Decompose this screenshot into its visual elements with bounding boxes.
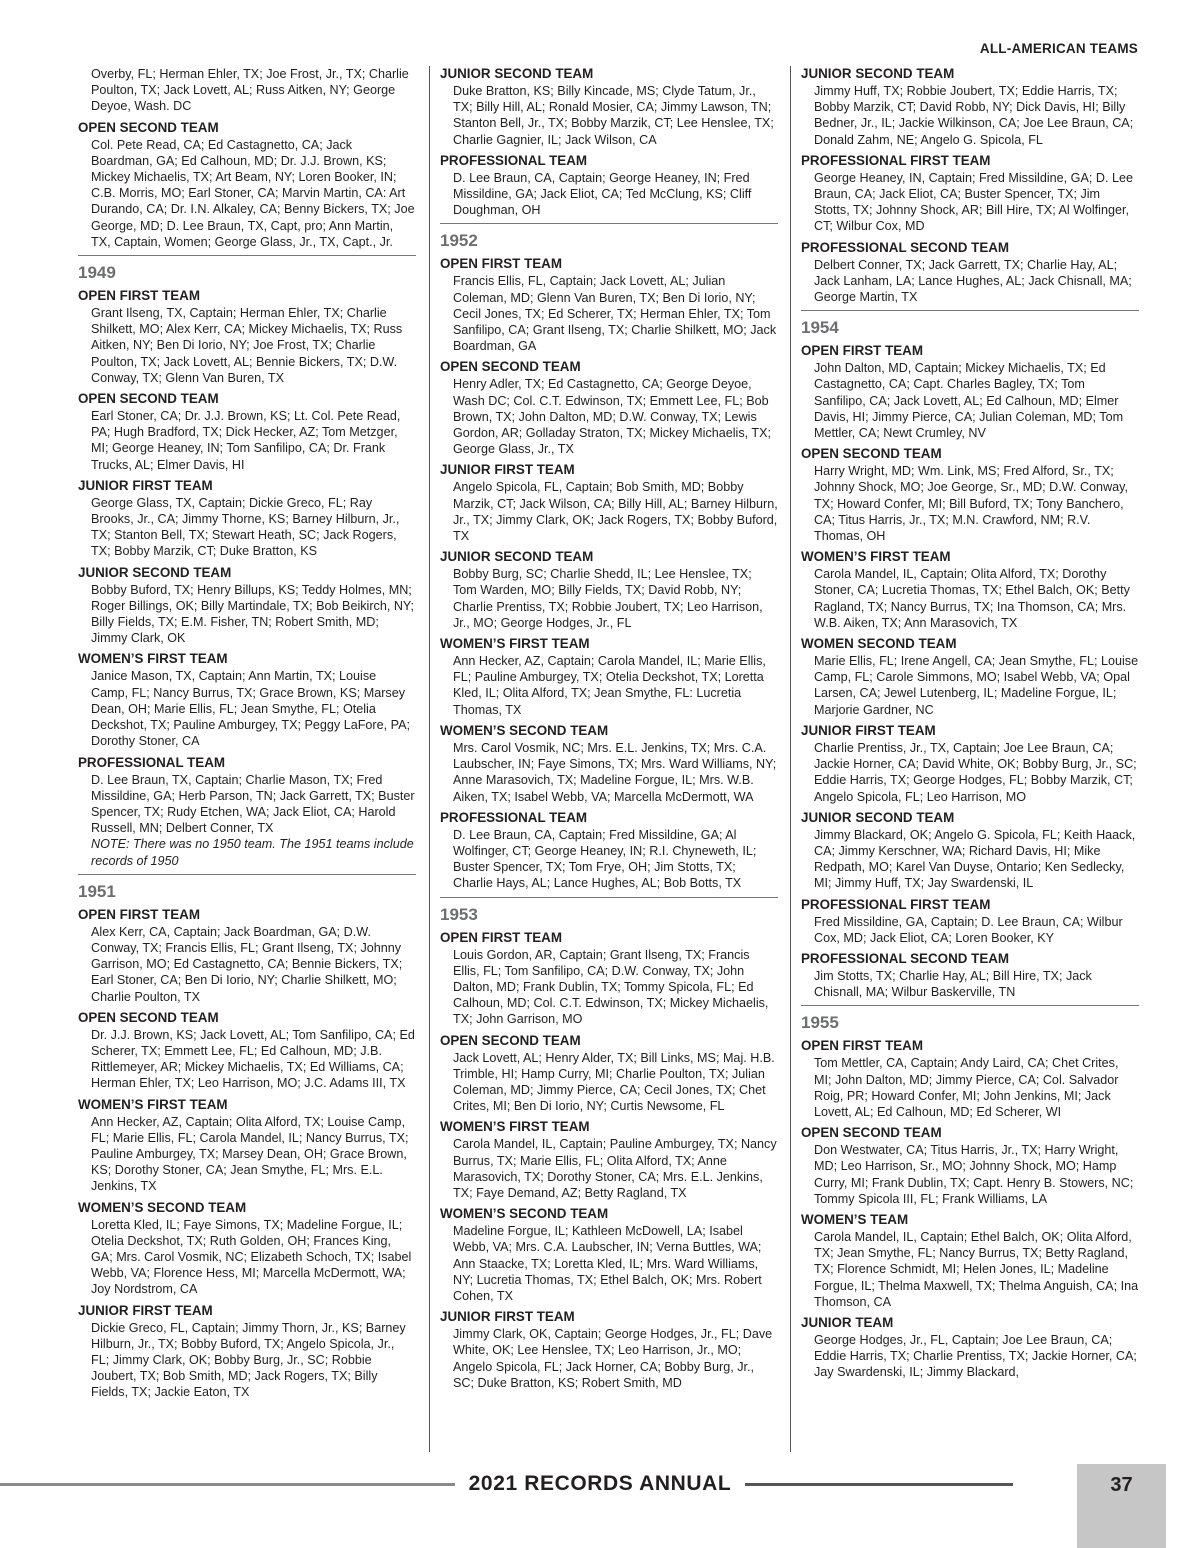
year-heading: 1955 (801, 1013, 839, 1033)
team-roster: Earl Stoner, CA; Dr. J.J. Brown, KS; Lt. Col. Pete Read, PA; Hugh Bradford, TX; Dick Hecker, AZ; Tom Metzger, MI; George Heaney, IN; Tom Sanfilipo, CA; Dr. Frank Trucks, AL; Elmer Davis, HI (91, 409, 401, 472)
team-heading: WOMEN’S FIRST TEAM (801, 549, 951, 565)
team-section (801, 1125, 1139, 1207)
team-roster: Tom Mettler, CA, Captain; Andy Laird, CA; Chet Crites, MI; John Dalton, MD; Jimmy Pierce, CA; Col. Salvador Roig, PR; Howard Confer, MI; John Jenkins, MI; Jack Lovett, AL; Ed Calhoun, MD; Ed Scherer, WI (814, 1056, 1119, 1119)
team-heading: OPEN FIRST TEAM (78, 906, 201, 922)
team-heading: JUNIOR FIRST TEAM (78, 1302, 213, 1318)
team-roster: Delbert Conner, TX; Jack Garrett, TX; Charlie Hay, AL; Jack Lanham, LA; Lance Hughes, AL; Jack Chisnall, MA; George Martin, TX (814, 257, 1132, 305)
team-roster: Alex Kerr, CA, Captain; Jack Boardman, GA; D.W. Conway, TX; Francis Ellis, FL; Grant Ilseng, TX; Johnny Garrison, MO; Ed Castagnetto, CA; Bennie Bickers, TX; Earl Stoner, CA; Ben Di Iorio, NY; Charlie Shilkett, MO; Charlie Poulton, TX (91, 924, 403, 1004)
team-section (440, 810, 778, 892)
team-heading: OPEN SECOND TEAM (440, 1032, 581, 1048)
team-section (801, 897, 1139, 946)
team-section (78, 1097, 416, 1195)
team-heading: WOMEN’S FIRST TEAM (78, 1096, 228, 1112)
team-roster: Harry Wright, MD; Wm. Link, MS; Fred Alford, Sr., TX; Johnny Shock, MO; Joe George, Sr., MD; D.W. Conway, TX; Howard Confer, MI; Bill Buford, TX; Tony Banchero, CA; Titus Harris, Jr., TX; M.N. Crawford, NM; R.V. Thomas, OH (814, 464, 1129, 544)
team-heading: JUNIOR FIRST TEAM (801, 722, 936, 738)
page-number: 37 (1110, 1474, 1133, 1496)
team-heading: PROFESSIONAL TEAM (440, 809, 588, 825)
page-number-box (1077, 1464, 1166, 1548)
note-text: NOTE: There was no 1950 team. The 1951 teams include records of 1950 (91, 837, 414, 868)
footer-rule-right (745, 1483, 1013, 1486)
team-section (801, 810, 1139, 892)
team-heading: OPEN SECOND TEAM (78, 1009, 219, 1025)
team-heading: PROFESSIONAL SECOND TEAM (801, 239, 1010, 255)
team-roster: Angelo Spicola, FL, Captain; Bob Smith, MD; Bobby Marzik, CT; Jack Wilson, CA; Billy Hill, AL; Barney Hilburn, Jr., TX; Jimmy Clark, OK; Jack Rogers, TX; Bobby Buford, TX (453, 480, 778, 544)
team-roster: Dickie Greco, FL, Captain; Jimmy Thorn, Jr., KS; Barney Hilburn, Jr., TX; Bobby Buford, TX; Angelo Spicola, Jr., FL; Jimmy Clark, OK; Bobby Burg, Jr., SC; Robbie Joubert, TX; Bob Smith, MD; Jack Rogers, TX; Billy Fields, TX; Jackie Eaton, TX (91, 1320, 406, 1400)
team-roster: Charlie Prentiss, Jr., TX, Captain; Joe Lee Braun, CA; Jackie Horner, CA; David White, OK; Bobby Burg, Jr., SC; Eddie Harris, TX; George Hodges, FL; Bobby Marzik, CT; Angelo Spicola, FL; Leo Harrison, MO (814, 740, 1137, 804)
team-heading: WOMEN’S FIRST TEAM (440, 636, 590, 652)
team-heading: JUNIOR SECOND TEAM (78, 564, 232, 580)
team-section (440, 723, 778, 805)
team-section (78, 565, 416, 647)
year-section (801, 310, 1139, 339)
team-section (78, 907, 416, 1005)
year-heading: 1954 (801, 318, 839, 338)
team-heading: PROFESSIONAL TEAM (440, 152, 588, 168)
team-heading: PROFESSIONAL SECOND TEAM (801, 950, 1010, 966)
column-2 (440, 66, 778, 1396)
team-roster: D. Lee Braun, CA, Captain; Fred Missildine, GA; Al Wolfinger, CT; George Heaney, IN; R.I. Chyneweth, IL; Buster Spencer, TX; Tom Frye, OH; Jim Stotts, TX; Charlie Hays, AL; Lance Hughes, AL; Bob Botts, TX (453, 827, 757, 891)
team-heading: PROFESSIONAL FIRST TEAM (801, 152, 991, 168)
team-heading: JUNIOR FIRST TEAM (78, 477, 213, 493)
team-heading: WOMEN’S SECOND TEAM (440, 722, 609, 738)
team-roster: Henry Adler, TX; Ed Castagnetto, CA; George Deyoe, Wash DC; Col. C.T. Edwinson, TX; Emmett Lee, FL; Bob Brown, TX; John Dalton, MD; D.W. Conway, TX; Lewis Gordon, AR; Golladay Straton, TX; Mickey Michaelis, TX; George Glass, Jr., TX (453, 377, 772, 457)
year-heading: 1951 (78, 881, 116, 901)
team-roster: Carola Mandel, IL, Captain; Ethel Balch, OK; Olita Alford, TX; Jean Smythe, FL; Nancy Burrus, TX; Betty Ragland, TX; Florence Schmidt, MI; Helen Jones, IL; Madeline Forgue, IL; Thelma Maxwell, TX; Thelma Anguish, CA; Ina Thomson, CA (814, 1229, 1139, 1309)
team-heading: PROFESSIONAL TEAM (78, 754, 226, 770)
team-section (801, 240, 1139, 306)
team-section (801, 723, 1139, 805)
team-roster: Fred Missildine, GA, Captain; D. Lee Braun, CA; Wilbur Cox, MD; Jack Eliot, CA; Loren Booker, KY (814, 914, 1123, 945)
team-roster: Overby, FL; Herman Ehler, TX; Joe Frost, Jr., TX; Charlie Poulton, TX; Jack Lovett, AL; Russ Aitken, NY; George Deyoe, Wash. DC (91, 67, 409, 114)
team-roster: D. Lee Braun, TX, Captain; Charlie Mason, TX; Fred Missildine, GA; Herb Parson, TN; Jack Garrett, TX; Buster Spencer, TX; Rudy Etchen, WA; Jack Eliot, CA; Harold Russell, MN; Delbert Conner, TX (91, 772, 415, 836)
team-roster: Col. Pete Read, CA; Ed Castagnetto, CA; Jack Boardman, GA; Ed Calhoun, MD; Dr. J.J. Brown, KS; Mickey Michaelis, TX; Art Beam, NY; Loren Booker, IN; C.B. Morris, MO; Earl Stoner, CA; Marvin Martin, CA: Art Durando, CA; Dr. I.N. Alkaley, CA; Benny Bickers, TX; Joe George, MD; D. Lee Braun, TX, Capt, pro; Ann Martin, TX, Captain, Women; George Glass, Jr., TX, Capt., Jr. (91, 137, 415, 249)
team-section (801, 1212, 1139, 1310)
team-roster: Jimmy Blackard, OK; Angelo G. Spicola, FL; Keith Haack, CA; Jimmy Kerschner, WA; Richard Davis, HI; Mike Redpath, MO; Karel Van Duyse, Ontario; Ken Sedlecky, MI; Jimmy Huff, TX; Jay Swardenski, IL (814, 827, 1136, 891)
team-heading: JUNIOR FIRST TEAM (440, 462, 575, 478)
footer-title: 2021 RECORDS ANNUAL (468, 1472, 732, 1495)
team-roster: Louis Gordon, AR, Captain; Grant Ilseng, TX; Francis Ellis, FL; Tom Sanfilipo, CA; D.W. Conway, TX; John Dalton, MD; Frank Dublin, TX; Tommy Spicola, FL; Ed Calhoun, MD; Col. C.T. Edwinson, TX; Mickey Michaelis, TX; John Garrison, MO (453, 947, 769, 1027)
team-roster: Janice Mason, TX, Captain; Ann Martin, TX; Louise Camp, FL; Nancy Burrus, TX; Grace Brown, KS; Marsey Dean, OH; Marie Ellis, FL; Jean Smythe, FL; Otelia Deckshot, TX; Pauline Amburgey, TX; Peggy LaFore, PA; Dorothy Stoner, CA (91, 669, 410, 749)
team-roster: Jim Stotts, TX; Charlie Hay, AL; Bill Hire, TX; Jack Chisnall, MA; Wilbur Baskerville, TN (814, 968, 1092, 1000)
team-roster: Loretta Kled, IL; Faye Simons, TX; Madeline Forgue, IL; Otelia Deckshot, TX; Ruth Golden, OH; Frances King, GA; Mrs. Carol Vosmik, NC; Elizabeth Schoch, TX; Isabel Webb, VA; Florence Hess, MI; Marcella McDermott, WA; Joy Nordstrom, CA (91, 1217, 412, 1297)
year-section (78, 255, 416, 284)
running-head: ALL-AMERICAN TEAMS (979, 41, 1138, 56)
team-roster: Jimmy Huff, TX; Robbie Joubert, TX; Eddie Harris, TX; Bobby Marzik, CT; David Robb, NY; Dick Davis, HI; Billy Bedner, Jr., IL; Jackie Wilkinson, CA; Joe Lee Braun, CA; Donald Zahm, NE; Angelo G. Spicola, FL (814, 84, 1134, 147)
team-heading: JUNIOR SECOND TEAM (440, 66, 594, 81)
team-section (801, 66, 1139, 148)
team-roster: Mrs. Carol Vosmik, NC; Mrs. E.L. Jenkins, TX; Mrs. C.A. Laubscher, IN; Faye Simons, TX; Mrs. Ward Williams, NY; Anne Marasovich, TX; Madeline Forgue, IL; Mrs. W.B. Aiken, TX; Isabel Webb, VA; Marcella McDermott, WA (453, 740, 777, 804)
team-heading: WOMEN’S SECOND TEAM (440, 1206, 609, 1222)
team-section (78, 391, 416, 473)
year-heading: 1952 (440, 231, 478, 251)
team-section (440, 1206, 778, 1304)
team-roster: Francis Ellis, FL, Captain; Jack Lovett, AL; Julian Coleman, MD; Glenn Van Buren, TX; Ben Di Iorio, NY; Cecil Jones, TX; Ed Scherer, TX; Herman Ehler, TX; Tom Sanfilipo, CA; Grant Ilseng, TX; Charlie Shilkett, MO; Jack Boardman, GA (453, 274, 777, 354)
column-divider (790, 66, 791, 1452)
team-heading: JUNIOR FIRST TEAM (440, 1309, 575, 1325)
team-roster: George Hodges, Jr., FL, Captain; Joe Lee Braun, CA; Eddie Harris, TX; Charlie Prentiss, TX; Jackie Horner, CA; Jay Swardenski, IL; Jimmy Blackard, (814, 1332, 1137, 1380)
column-3 (801, 66, 1139, 1386)
team-roster: Jack Lovett, AL; Henry Alder, TX; Bill Links, MS; Maj. H.B. Trimble, HI; Hamp Curry, MI; Charlie Poulton, TX; Julian Coleman, MD; Jimmy Pierce, CA; Cecil Jones, TX; Chet Crites, MI; Ben Di Iorio, NY; Curtis Newsome, FL (453, 1050, 775, 1114)
team-section (78, 1010, 416, 1092)
year-heading: 1949 (78, 263, 116, 283)
year-section (801, 1005, 1139, 1034)
team-section (801, 549, 1139, 631)
team-roster: Dr. J.J. Brown, KS; Jack Lovett, AL; Tom Sanfilipo, CA; Ed Scherer, TX; Emmett Lee, FL; Ed Calhoun, MD; J.B. Rittlemeyer, AR; Mickey Michaelis, TX; Ed Williams, CA; Herman Ehler, TX; Leo Harrison, MO; J.C. Adams III, TX (91, 1027, 415, 1091)
team-heading: OPEN FIRST TEAM (801, 343, 924, 359)
team-roster: D. Lee Braun, CA, Captain; George Heaney, IN; Fred Missildine, GA; Jack Eliot, CA; Ted McClung, KS; Cliff Doughman, OH (453, 170, 752, 218)
column-divider (429, 66, 430, 1452)
team-roster: Grant Ilseng, TX, Captain; Herman Ehler, TX; Charlie Shilkett, MO; Alex Kerr, CA; Mickey Michaelis, TX; Russ Aitken, NY; Ben Di Iorio, NY; Joe Frost, TX; Charlie Poulton, TX; Jack Lovett, AL; Bennie Bickers, TX; D.W. Conway, TX; Glenn Van Buren, TX (91, 306, 403, 385)
team-section (801, 636, 1139, 718)
team-section (78, 66, 416, 115)
team-section (801, 153, 1139, 235)
team-section (78, 288, 416, 386)
team-section (78, 1303, 416, 1401)
team-heading: WOMEN’S TEAM (801, 1211, 909, 1227)
team-section (440, 930, 778, 1028)
team-heading: JUNIOR TEAM (801, 1314, 894, 1330)
team-heading: OPEN FIRST TEAM (78, 288, 201, 304)
team-heading: JUNIOR SECOND TEAM (440, 549, 594, 565)
year-heading: 1953 (440, 904, 478, 924)
team-section (801, 1315, 1139, 1381)
team-roster: Don Westwater, CA; Titus Harris, Jr., TX; Harry Wright, MD; Leo Harrison, Sr., MO; Johnny Shock, MO; Hamp Curry, MI; Frank Dublin, TX; Capt. Henry B. Stowers, NC; Tommy Spicola III, FL; Frank Williams, LA (814, 1143, 1134, 1206)
team-section (78, 120, 416, 250)
team-roster: Jimmy Clark, OK, Captain; George Hodges, Jr., FL; Dave White, OK; Lee Henslee, TX; Leo Harrison, Jr., MO; Angelo Spicola, FL; Jack Horner, CA; Bobby Burg, Jr., SC; Duke Bratton, KS; Robert Smith, MD (453, 1327, 773, 1390)
team-roster: Ann Hecker, AZ, Captain; Olita Alford, TX; Louise Camp, FL; Marie Ellis, FL; Carola Mandel, IL; Nancy Burrus, TX; Pauline Amburgey, TX; Marsey Dean, OH; Grace Brown, KS; Dorothy Stoner, CA; Jean Smythe, FL; Mrs. E.L. Jenkins, TX (91, 1114, 409, 1194)
team-section (801, 446, 1139, 544)
footer-rule-left (0, 1483, 455, 1486)
team-heading: WOMEN’S FIRST TEAM (78, 651, 228, 667)
team-heading: JUNIOR SECOND TEAM (801, 66, 955, 81)
team-roster: Marie Ellis, FL; Irene Angell, CA; Jean Smythe, FL; Louise Camp, FL; Carole Simmons, MO; Isabel Webb, VA; Opal Larsen, CA; Jewel Lutenberg, IL; Madeline Forgue, IL; Marjorie Gardner, NC (814, 654, 1139, 717)
team-section (440, 1033, 778, 1115)
team-heading: OPEN SECOND TEAM (78, 119, 219, 135)
team-section (440, 153, 778, 219)
year-section (440, 223, 778, 252)
team-section (440, 549, 778, 631)
column-1 (78, 66, 416, 1406)
team-roster: Carola Mandel, IL, Captain; Olita Alford, TX; Dorothy Stoner, CA; Lucretia Thomas, TX; Ethel Balch, OK; Betty Ragland, TX; Nancy Burrus, TX; Ina Thomson, CA; Mrs. W.B. Aiken, TX; Ann Marasovich, TX (814, 567, 1130, 630)
team-section (440, 256, 778, 354)
team-section (440, 1119, 778, 1201)
team-section (78, 1200, 416, 1298)
team-heading: OPEN FIRST TEAM (801, 1038, 924, 1054)
team-heading: OPEN FIRST TEAM (440, 929, 563, 945)
team-roster: Duke Bratton, KS; Billy Kincade, MS; Clyde Tatum, Jr., TX; Billy Hill, AL; Ronald Mosier, CA; Jimmy Lawson, TN; Stanton Bell, Jr., TX; Bobby Marzik, CT; Lee Henslee, TX; Charlie Gagnier, IL; Jack Wilson, CA (453, 84, 774, 147)
year-section (440, 897, 778, 926)
team-heading: WOMEN’S FIRST TEAM (440, 1119, 590, 1135)
team-roster: George Heaney, IN, Captain; Fred Missildine, GA; D. Lee Braun, CA; Jack Eliot, CA; Buster Spencer, TX; Jim Stotts, TX; Johnny Shock, AR; Bill Hire, TX; Al Wolfinger, CT; Wilbur Cox, MD (814, 170, 1133, 234)
team-heading: WOMEN SECOND TEAM (801, 636, 957, 652)
team-heading: OPEN FIRST TEAM (440, 256, 563, 272)
team-roster: Madeline Forgue, IL; Kathleen McDowell, LA; Isabel Webb, VA; Mrs. C.A. Laubscher, IN; Verna Buttles, WA; Ann Staacke, TX; Loretta Kled, IL; Mrs. Ward Williams, NY; Lucretia Thomas, TX; Ethel Balch, OK; Mrs. Robert Cohen, TX (453, 1224, 762, 1303)
team-section (78, 755, 416, 869)
team-section (440, 636, 778, 718)
team-section (78, 651, 416, 749)
team-roster: Ann Hecker, AZ, Captain; Carola Mandel, IL; Marie Ellis, FL; Pauline Amburgey, TX; Otelia Deckshot, TX; Loretta Kled, IL; Olita Alford, TX; Jean Smythe, FL: Lucretia Thomas, TX (453, 654, 766, 717)
team-heading: WOMEN’S SECOND TEAM (78, 1199, 247, 1215)
team-heading: OPEN SECOND TEAM (801, 1125, 942, 1141)
team-roster: Bobby Burg, SC; Charlie Shedd, IL; Lee Henslee, TX; Tom Warden, MO; Billy Fields, TX; David Robb, NY; Charlie Prentiss, TX; Robbie Joubert, TX; Leo Harrison, Jr., MO; George Hodges, Jr., FL (453, 567, 763, 630)
year-section (78, 874, 416, 903)
team-section (801, 343, 1139, 441)
team-section (801, 1038, 1139, 1120)
team-heading: OPEN SECOND TEAM (801, 446, 942, 462)
team-roster: Carola Mandel, IL, Captain; Pauline Amburgey, TX; Nancy Burrus, TX; Marie Ellis, FL; Olita Alford, TX; Anne Marasovich, TX; Dorothy Stoner, CA; Mrs. E.L. Jenkins, TX; Faye Demand, AZ; Betty Ragland, TX (453, 1137, 777, 1200)
team-roster: George Glass, TX, Captain; Dickie Greco, FL; Ray Brooks, Jr., CA; Jimmy Thorne, KS; Barney Hilburn, Jr., TX; Stanton Bell, TX; Stewart Heath, SC; Jack Rogers, TX; Bobby Marzik, CT; Duke Bratton, KS (91, 495, 400, 559)
team-heading: PROFESSIONAL FIRST TEAM (801, 896, 991, 912)
team-roster: John Dalton, MD, Captain; Mickey Michaelis, TX; Ed Castagnetto, CA; Capt. Charles Bagley, TX; Tom Sanfilipo, CA; Jack Lovett, AL; Ed Calhoun, MD; Elmer Davis, HI; Jimmy Pierce, CA; Julian Coleman, MD; Tom Mettler, CA; Newt Crumley, NV (814, 361, 1124, 441)
team-heading: OPEN SECOND TEAM (78, 391, 219, 407)
team-section (78, 478, 416, 560)
team-section (440, 66, 778, 148)
team-section (440, 1309, 778, 1391)
team-section (440, 462, 778, 544)
team-section (801, 951, 1139, 1000)
team-roster: Bobby Buford, TX; Henry Billups, KS; Teddy Holmes, MN; Roger Billings, OK; Billy Martindale, TX; Bob Beikirch, NY; Billy Fields, TX; E.M. Fisher, TN; Robert Smith, MD; Jimmy Clark, OK (91, 582, 415, 646)
team-heading: OPEN SECOND TEAM (440, 359, 581, 375)
team-section (440, 359, 778, 457)
team-heading: JUNIOR SECOND TEAM (801, 809, 955, 825)
